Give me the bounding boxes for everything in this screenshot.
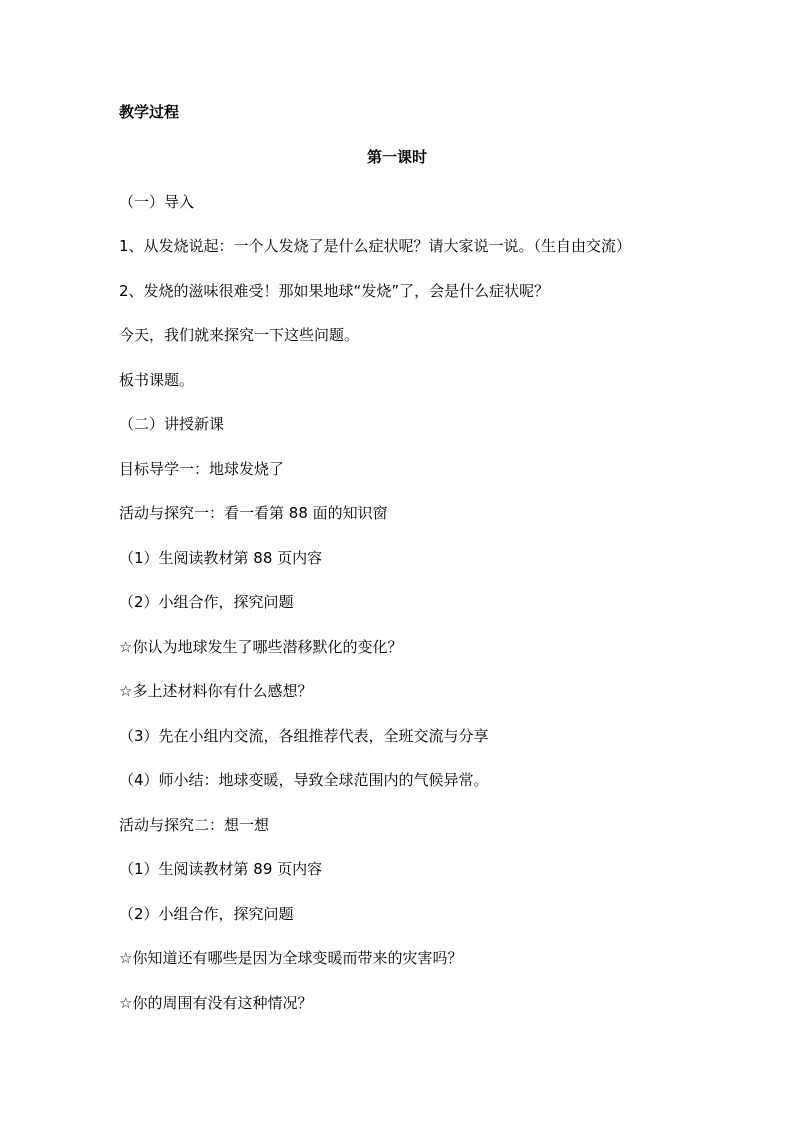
paragraph-line: ☆你的周围有没有这种情况？	[119, 994, 313, 1012]
paragraph-line: （4）师小结：地球变暖，导致全球范围内的气候异常。	[119, 771, 489, 789]
paragraph-line: 目标导学一：地球发烧了	[119, 460, 285, 478]
paragraph-line: ☆多上述材料你有什么感想？	[119, 682, 313, 700]
paragraph-line: （2）小组合作，探究问题	[119, 593, 294, 611]
paragraph-line: （1）生阅读教材第 89 页内容	[119, 860, 323, 878]
paragraph-line: （二）讲授新课	[119, 415, 225, 433]
paragraph-line: 活动与探究一：看一看第 88 面的知识窗	[119, 504, 388, 522]
paragraph-line: （一）导入	[119, 193, 195, 211]
lesson-title: 第一课时	[366, 148, 427, 166]
paragraph-line: （2）小组合作，探究问题	[119, 905, 294, 923]
paragraph-line: 1、从发烧说起：一个人发烧了是什么症状呢？请大家说一说。（生自由交流）	[119, 237, 632, 255]
section-heading: 教学过程	[119, 103, 180, 121]
paragraph-line: 活动与探究二：想一想	[119, 816, 270, 834]
paragraph-line: （3）先在小组内交流，各组推荐代表，全班交流与分享	[119, 727, 489, 745]
paragraph-line: ☆你认为地球发生了哪些潜移默化的变化？	[119, 638, 403, 656]
paragraph-line: 板书课题。	[119, 371, 195, 389]
paragraph-line: （1）生阅读教材第 88 页内容	[119, 549, 323, 567]
paragraph-line: 2、发烧的滋味很难受！那如果地球“发烧”了，会是什么症状呢？	[119, 282, 550, 300]
paragraph-line: ☆你知道还有哪些是因为全球变暖而带来的灾害吗？	[119, 949, 463, 967]
paragraph-line: 今天，我们就来探究一下这些问题。	[119, 326, 360, 344]
